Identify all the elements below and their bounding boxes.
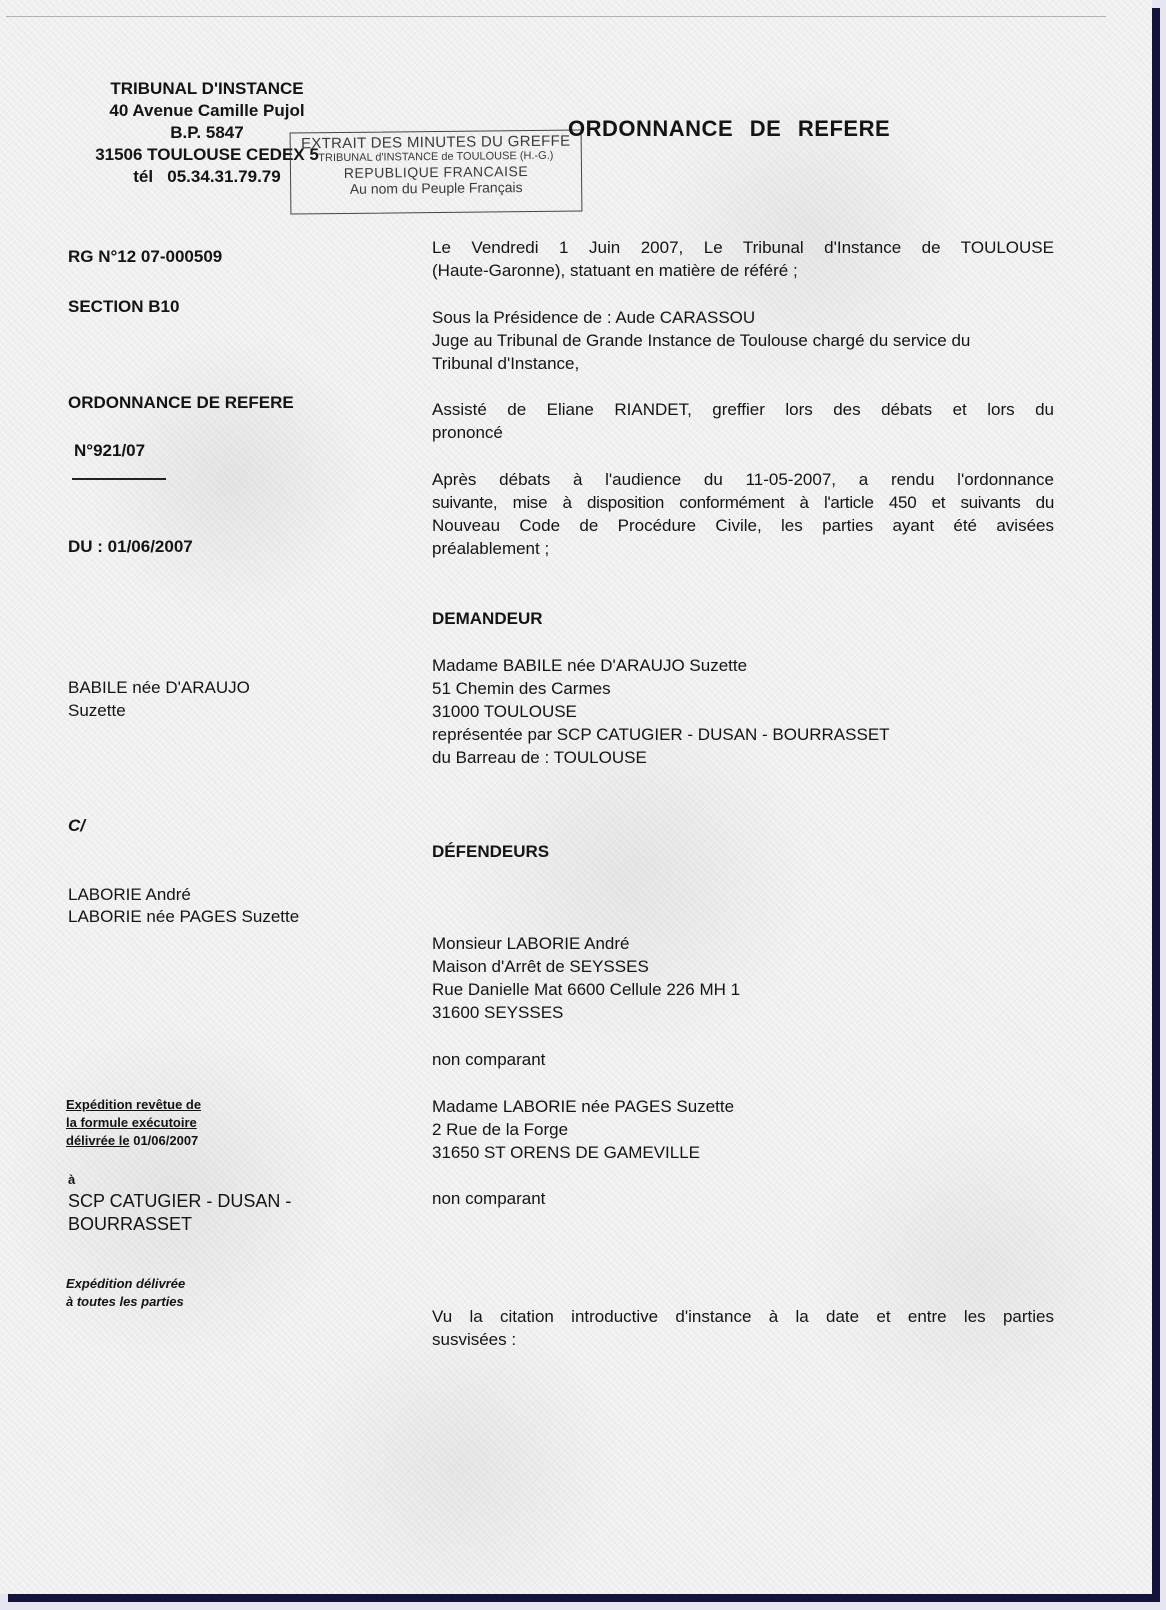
debates-line-4: préalablement ; bbox=[432, 539, 550, 558]
defendant-2-name: Madame LABORIE née PAGES Suzette bbox=[432, 1097, 735, 1116]
assisted-line-2: prononcé bbox=[432, 423, 503, 442]
execution-line-1: Expédition revêtue de bbox=[66, 1097, 202, 1112]
presidency-line-2: Juge au Tribunal de Grande Instance de Toulouse chargé du service du bbox=[432, 331, 971, 350]
defendant-2-status: non comparant bbox=[432, 1189, 546, 1208]
recipient-line-2: BOURRASSET bbox=[68, 1214, 193, 1234]
defendants-heading: DÉFENDEURS bbox=[432, 842, 550, 861]
order-number-underline bbox=[72, 478, 166, 480]
defendant-summary-2: LABORIE née PAGES Suzette bbox=[68, 907, 300, 926]
order-number: N°921/07 bbox=[74, 441, 146, 460]
court-street: 40 Avenue Camille Pujol bbox=[109, 101, 305, 120]
delivered-line-1: Expédition délivrée bbox=[66, 1276, 186, 1291]
debates-paragraph bbox=[432, 468, 1054, 560]
defendant-1-status: non comparant bbox=[432, 1050, 546, 1069]
defendant-1-street: Rue Danielle Mat 6600 Cellule 226 MH 1 bbox=[432, 980, 741, 999]
execution-line-3 bbox=[66, 1132, 201, 1150]
plaintiff-heading: DEMANDEUR bbox=[432, 609, 543, 628]
presidency-line-3: Tribunal d'Instance, bbox=[432, 354, 580, 373]
court-city: 31506 TOULOUSE CEDEX 5 bbox=[95, 145, 319, 164]
stamp-line-1: EXTRAIT DES MINUTES DU GREFFE bbox=[300, 132, 571, 153]
court-po-box: B.P. 5847 bbox=[170, 123, 244, 142]
defendant-1-block bbox=[432, 932, 1054, 1024]
defendant-1-name: Monsieur LABORIE André bbox=[432, 934, 630, 953]
stamp-line-2: TRIBUNAL d'INSTANCE de TOULOUSE (H.-G.) bbox=[318, 149, 554, 165]
citation-line-1: Vu la citation introductive d'instance à la date et entre les parties bbox=[432, 1307, 1054, 1326]
execution-note bbox=[66, 1096, 201, 1150]
plaintiff-representative: représentée par SCP CATUGIER - DUSAN - BOURRASSET bbox=[432, 725, 890, 744]
plaintiff-bar: du Barreau de : TOULOUSE bbox=[432, 748, 647, 767]
execution-line-2: la formule exécutoire bbox=[66, 1115, 197, 1130]
plaintiff-city: 31000 TOULOUSE bbox=[432, 702, 577, 721]
order-type: ORDONNANCE DE REFERE bbox=[68, 393, 294, 412]
recipient-line-1: SCP CATUGIER - DUSAN - bbox=[68, 1191, 292, 1211]
defendant-2-city: 31650 ST ORENS DE GAMEVILLE bbox=[432, 1143, 701, 1162]
court-phone: tél 05.34.31.79.79 bbox=[133, 167, 281, 186]
delivered-note bbox=[66, 1275, 185, 1311]
plaintiff-summary-line-2: Suzette bbox=[68, 701, 126, 720]
assisted-line-1: Assisté de Eliane RIANDET, greffier lors des débats et lors du bbox=[432, 400, 1054, 419]
plaintiff-summary-line-1: BABILE née D'ARAUJO bbox=[68, 678, 250, 697]
rg-number: RG N°12 07-000509 bbox=[68, 247, 223, 266]
scan-edge-line bbox=[6, 16, 1106, 17]
citation-line-2: susvisées : bbox=[432, 1330, 517, 1349]
defendant-1-institution: Maison d'Arrêt de SEYSSES bbox=[432, 957, 649, 976]
defendant-summary-1: LABORIE André bbox=[68, 885, 191, 904]
plaintiff-name: Madame BABILE née D'ARAUJO Suzette bbox=[432, 656, 748, 675]
debates-line-2: suivante, mise à disposition conformément à l'article 450 et suivants du bbox=[432, 493, 1054, 512]
assisted-paragraph bbox=[432, 398, 1054, 444]
execution-delivered-label: délivrée le bbox=[66, 1133, 130, 1148]
intro-paragraph bbox=[432, 236, 1054, 282]
court-name: TRIBUNAL D'INSTANCE bbox=[110, 79, 304, 98]
defendant-2-street: 2 Rue de la Forge bbox=[432, 1120, 569, 1139]
presidency-paragraph bbox=[432, 306, 1054, 375]
intro-line-1: Le Vendredi 1 Juin 2007, Le Tribunal d'Instance de TOULOUSE bbox=[432, 238, 1054, 257]
defendant-1-city: 31600 SEYSSES bbox=[432, 1003, 564, 1022]
citation-paragraph bbox=[432, 1305, 1054, 1351]
debates-line-3: Nouveau Code de Procédure Civile, les parties ayant été avisées bbox=[432, 516, 1054, 535]
debates-line-1: Après débats à l'audience du 11-05-2007, a rendu l'ordonnance bbox=[432, 470, 1054, 489]
versus-label: C/ bbox=[68, 816, 85, 835]
delivered-line-2: à toutes les parties bbox=[66, 1294, 184, 1309]
defendant-2-block bbox=[432, 1095, 1054, 1164]
plaintiff-street: 51 Chemin des Carmes bbox=[432, 679, 611, 698]
intro-line-2: (Haute-Garonne), statuant en matière de référé ; bbox=[432, 261, 798, 280]
registry-stamp bbox=[290, 129, 583, 214]
presidency-line-1: Sous la Présidence de : Aude CARASSOU bbox=[432, 308, 756, 327]
execution-to: à bbox=[68, 1172, 76, 1187]
execution-date: 01/06/2007 bbox=[129, 1133, 199, 1148]
order-date: DU : 01/06/2007 bbox=[68, 537, 193, 556]
stamp-line-4: Au nom du Peuple Français bbox=[349, 179, 523, 197]
section-label: SECTION B10 bbox=[68, 297, 180, 316]
document-title: ORDONNANCE DE REFERE bbox=[568, 116, 891, 141]
stamp-line-3: REPUBLIQUE FRANCAISE bbox=[343, 163, 529, 181]
plaintiff-block bbox=[432, 654, 1054, 769]
